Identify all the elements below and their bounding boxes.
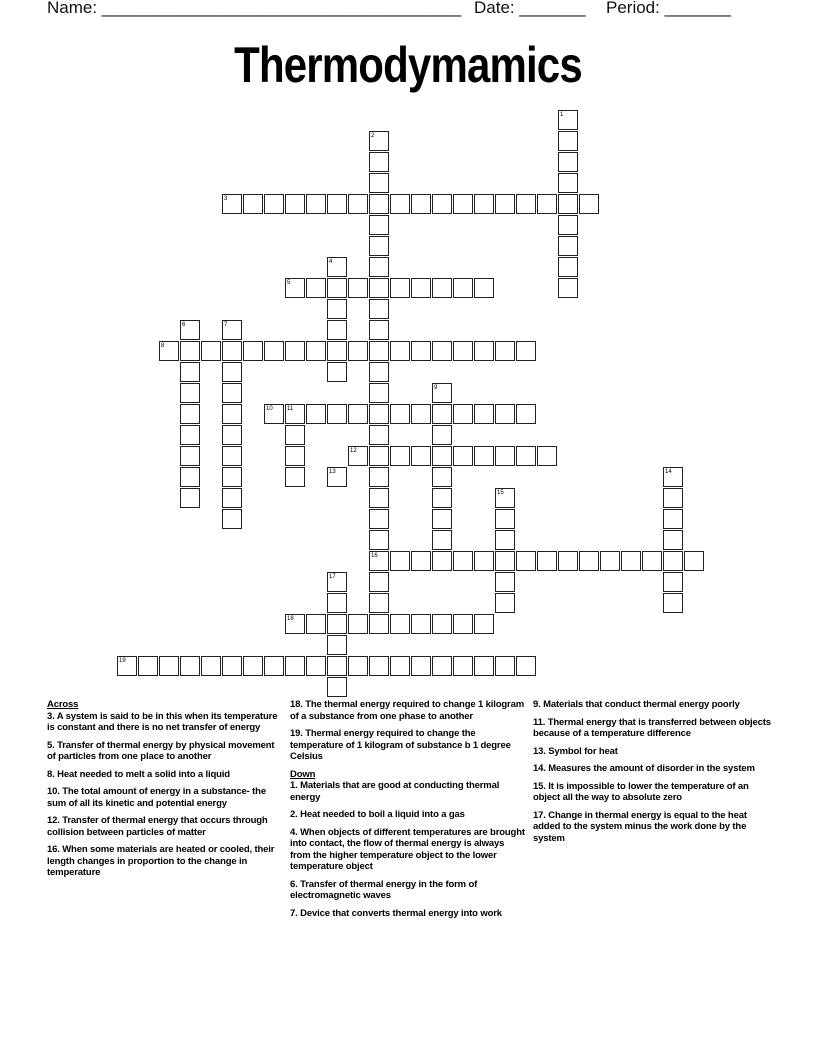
crossword-cell[interactable] (306, 278, 326, 298)
crossword-cell[interactable] (516, 656, 536, 676)
crossword-cell[interactable] (516, 404, 536, 424)
crossword-cell[interactable] (390, 551, 410, 571)
crossword-cell[interactable] (348, 404, 368, 424)
crossword-cell[interactable] (390, 278, 410, 298)
crossword-cell[interactable] (495, 593, 515, 613)
crossword-cell[interactable] (180, 362, 200, 382)
crossword-cell[interactable] (180, 488, 200, 508)
crossword-cell[interactable] (432, 341, 452, 361)
crossword-cell[interactable] (474, 656, 494, 676)
crossword-cell[interactable] (369, 152, 389, 172)
clue-number: 7 (224, 322, 228, 328)
clues-column-1 (47, 699, 279, 885)
crossword-cell[interactable] (432, 404, 452, 424)
crossword-cell[interactable] (474, 278, 494, 298)
crossword-cell[interactable] (495, 656, 515, 676)
crossword-cell[interactable] (369, 236, 389, 256)
crossword-cell[interactable] (327, 194, 347, 214)
crossword-cell[interactable] (579, 194, 599, 214)
crossword-cell[interactable] (663, 593, 683, 613)
crossword-cell[interactable] (369, 509, 389, 529)
crossword-cell[interactable] (411, 614, 431, 634)
crossword-cell[interactable] (453, 194, 473, 214)
clue-down-2: 2. Heat needed to boil a liquid into a gas (290, 809, 465, 820)
crossword-cell[interactable] (663, 488, 683, 508)
crossword-cell[interactable] (243, 341, 263, 361)
crossword-cell[interactable] (684, 551, 704, 571)
crossword-cell[interactable] (621, 551, 641, 571)
crossword-cell[interactable] (243, 656, 263, 676)
crossword-cell[interactable] (327, 299, 347, 319)
clue-down-17: 17. Change in thermal energy is equal to the heat added to the system minus the work done by the system (533, 809, 747, 844)
clue-across-16: 16. When some materials are heated or cooled, their length changes in proportion to the change in temperature (47, 844, 275, 878)
crossword-cell[interactable] (453, 446, 473, 466)
clue-down-4: 4. When objects of different temperatures are brought into contact, the flow of thermal energy is always from the higher temperature object to the lower temperature object (290, 826, 525, 872)
clue-down-6: 6. Transfer of thermal energy in the form of electromagnetic waves (290, 878, 478, 901)
crossword-cell[interactable] (264, 341, 284, 361)
clue-number: 1 (560, 112, 564, 118)
crossword-cell[interactable] (432, 194, 452, 214)
crossword-cell[interactable] (369, 488, 389, 508)
clue-number: 13 (329, 469, 336, 475)
crossword-cell[interactable] (348, 278, 368, 298)
crossword-cell[interactable] (495, 194, 515, 214)
crossword-cell[interactable] (369, 173, 389, 193)
clue-down-11: 11. Thermal energy that is transferred between objects because of a temperature difference (533, 716, 771, 739)
crossword-cell[interactable] (390, 341, 410, 361)
crossword-cell[interactable] (516, 446, 536, 466)
crossword-cell[interactable] (432, 656, 452, 676)
crossword-cell[interactable] (327, 278, 347, 298)
crossword-cell[interactable] (390, 614, 410, 634)
crossword-cell[interactable] (474, 614, 494, 634)
crossword-cell[interactable] (558, 236, 578, 256)
crossword-cell[interactable] (516, 341, 536, 361)
crossword-cell[interactable] (432, 530, 452, 550)
clue-down-1: 1. Materials that are good at conducting thermal energy (290, 780, 500, 803)
crossword-cell[interactable] (432, 509, 452, 529)
crossword-cell[interactable] (222, 383, 242, 403)
crossword-cell[interactable] (369, 320, 389, 340)
crossword-cell[interactable] (222, 341, 242, 361)
clue-across-8: 8. Heat needed to melt a solid into a liquid (47, 768, 230, 780)
clue-across-10: 10. The total amount of energy in a substance- the sum of all its kinetic and potential energy (47, 786, 266, 809)
crossword-cell[interactable] (327, 677, 347, 697)
clue-across-18: 18. The thermal energy required to change 1 kilogram of a substance from one phase to another (290, 699, 524, 722)
crossword-cell[interactable] (390, 404, 410, 424)
crossword-cell[interactable] (201, 656, 221, 676)
crossword-cell[interactable] (369, 446, 389, 466)
crossword-cell[interactable] (285, 425, 305, 445)
clue-number: 18 (287, 616, 294, 622)
crossword-cell[interactable] (285, 341, 305, 361)
crossword-cell[interactable] (390, 656, 410, 676)
crossword-cell[interactable] (453, 278, 473, 298)
crossword-cell[interactable] (642, 551, 662, 571)
clue-down-13: 13. Symbol for heat (533, 745, 618, 757)
clue-number: 3 (224, 196, 228, 202)
crossword-cell[interactable] (411, 194, 431, 214)
crossword-cell[interactable] (558, 215, 578, 235)
crossword-cell[interactable] (180, 425, 200, 445)
crossword-cell[interactable] (243, 194, 263, 214)
crossword-cell[interactable] (348, 656, 368, 676)
clues-column-2 (290, 699, 525, 925)
crossword-cell[interactable] (369, 530, 389, 550)
crossword-cell[interactable] (411, 551, 431, 571)
crossword-cell[interactable] (453, 614, 473, 634)
date-field[interactable]: Date: _______ (474, 0, 586, 17)
crossword-cell[interactable] (180, 404, 200, 424)
clue-across-5: 5. Transfer of thermal energy by physical movement of particles from one place to another (47, 739, 275, 762)
clue-across-12: 12. Transfer of thermal energy that occurs through collision between particles of matter (47, 815, 268, 838)
crossword-cell[interactable] (432, 467, 452, 487)
crossword-cell[interactable] (369, 215, 389, 235)
crossword-cell[interactable] (327, 320, 347, 340)
crossword-cell[interactable] (663, 509, 683, 529)
crossword-cell[interactable] (558, 173, 578, 193)
crossword-cell[interactable] (180, 341, 200, 361)
crossword-cell[interactable] (369, 278, 389, 298)
puzzle-title: Thermodymamics (234, 37, 582, 93)
crossword-cell[interactable] (369, 383, 389, 403)
crossword-cell[interactable] (495, 572, 515, 592)
clue-number: 2 (371, 133, 375, 139)
crossword-cell[interactable] (285, 446, 305, 466)
crossword-cell[interactable] (327, 635, 347, 655)
crossword-cell[interactable] (180, 446, 200, 466)
clue-number: 9 (434, 385, 438, 391)
clue-number: 16 (371, 553, 378, 559)
crossword-cell[interactable] (285, 467, 305, 487)
clue-number: 5 (287, 280, 291, 286)
crossword-cell[interactable] (327, 362, 347, 382)
down-heading: Down (290, 768, 316, 780)
crossword-cell[interactable] (663, 530, 683, 550)
crossword-cell[interactable] (180, 467, 200, 487)
crossword-cell[interactable] (369, 194, 389, 214)
crossword-cell[interactable] (369, 257, 389, 277)
crossword-cell[interactable] (558, 257, 578, 277)
crossword-cell[interactable] (411, 656, 431, 676)
crossword-cell[interactable] (558, 131, 578, 151)
crossword-cell[interactable] (537, 446, 557, 466)
crossword-cell[interactable] (474, 446, 494, 466)
crossword-cell[interactable] (432, 425, 452, 445)
crossword-cell[interactable] (348, 194, 368, 214)
crossword-cell[interactable] (285, 194, 305, 214)
crossword-cell[interactable] (306, 656, 326, 676)
clue-down-9: 9. Materials that conduct thermal energy poorly (533, 699, 740, 710)
crossword-cell[interactable] (306, 341, 326, 361)
crossword-cell[interactable] (495, 530, 515, 550)
crossword-cell[interactable] (348, 341, 368, 361)
crossword-cell[interactable] (222, 656, 242, 676)
crossword-cell[interactable] (474, 551, 494, 571)
crossword-cell[interactable] (495, 446, 515, 466)
crossword-cell[interactable] (453, 551, 473, 571)
clue-down-14: 14. Measures the amount of disorder in the system (533, 763, 755, 774)
clue-down-15: 15. It is impossible to lower the temperature of an object all the way to absolute zero (533, 780, 749, 803)
crossword-cell[interactable] (558, 194, 578, 214)
crossword-cell[interactable] (180, 383, 200, 403)
crossword-cell[interactable] (474, 194, 494, 214)
crossword-cell[interactable] (411, 446, 431, 466)
crossword-cell[interactable] (285, 656, 305, 676)
crossword-cell[interactable] (516, 194, 536, 214)
clue-across-3: 3. A system is said to be in this when its temperature is constant and there is no net transfer of energy (47, 710, 278, 733)
crossword-cell[interactable] (453, 656, 473, 676)
clues-column-3 (533, 699, 773, 850)
crossword-cell[interactable] (138, 656, 158, 676)
crossword-cell[interactable] (474, 404, 494, 424)
crossword-cell[interactable] (495, 551, 515, 571)
crossword-cell[interactable] (306, 614, 326, 634)
crossword-cell[interactable] (369, 299, 389, 319)
clue-down-7: 7. Device that converts thermal energy into work (290, 907, 502, 919)
crossword-cell[interactable] (474, 341, 494, 361)
crossword-cell[interactable] (201, 341, 221, 361)
crossword-cell[interactable] (264, 656, 284, 676)
crossword-cell[interactable] (558, 278, 578, 298)
crossword-cell[interactable] (369, 614, 389, 634)
crossword-cell[interactable] (222, 404, 242, 424)
crossword-cell[interactable] (222, 488, 242, 508)
crossword-cell[interactable] (558, 551, 578, 571)
crossword-cell[interactable] (495, 341, 515, 361)
crossword-cell[interactable] (453, 341, 473, 361)
crossword-cell[interactable] (369, 656, 389, 676)
crossword-cell[interactable] (600, 551, 620, 571)
crossword-cell[interactable] (390, 446, 410, 466)
crossword-cell[interactable] (390, 194, 410, 214)
crossword-cell[interactable] (411, 404, 431, 424)
crossword-cell[interactable] (369, 572, 389, 592)
crossword-cell[interactable] (516, 551, 536, 571)
crossword-cell[interactable] (222, 446, 242, 466)
crossword-cell[interactable] (327, 614, 347, 634)
crossword-cell[interactable] (495, 404, 515, 424)
crossword-cell[interactable] (369, 341, 389, 361)
clue-number: 8 (161, 343, 165, 349)
crossword-cell[interactable] (369, 404, 389, 424)
clue-number: 12 (350, 448, 357, 454)
clue-number: 11 (287, 406, 294, 412)
crossword-cell[interactable] (495, 509, 515, 529)
crossword-cell[interactable] (306, 404, 326, 424)
crossword-cell[interactable] (222, 509, 242, 529)
across-heading: Across (47, 699, 79, 710)
crossword-cell[interactable] (222, 467, 242, 487)
crossword-cell[interactable] (537, 551, 557, 571)
crossword-cell[interactable] (453, 404, 473, 424)
crossword-cell[interactable] (432, 614, 452, 634)
crossword-cell[interactable] (558, 152, 578, 172)
crossword-cell[interactable] (411, 278, 431, 298)
crossword-cell[interactable] (432, 278, 452, 298)
crossword-cell[interactable] (432, 446, 452, 466)
crossword-cell[interactable] (432, 488, 452, 508)
crossword-cell[interactable] (222, 362, 242, 382)
clue-number: 17 (329, 574, 336, 580)
crossword-cell[interactable] (264, 194, 284, 214)
clue-number: 19 (119, 658, 126, 664)
crossword-cell[interactable] (537, 194, 557, 214)
name-field[interactable]: Name: ______________________________________ (47, 0, 462, 17)
clue-number: 15 (497, 490, 504, 496)
crossword-cell[interactable] (411, 341, 431, 361)
clue-number: 14 (665, 469, 672, 475)
crossword-cell[interactable] (369, 362, 389, 382)
crossword-cell[interactable] (369, 467, 389, 487)
crossword-cell[interactable] (369, 425, 389, 445)
crossword-cell[interactable] (369, 593, 389, 613)
crossword-cell[interactable] (306, 194, 326, 214)
crossword-cell[interactable] (348, 614, 368, 634)
clue-number: 4 (329, 259, 333, 265)
period-field[interactable]: Period: _______ (606, 0, 731, 17)
clue-number: 10 (266, 406, 273, 412)
crossword-cell[interactable] (327, 341, 347, 361)
crossword-cell[interactable] (327, 404, 347, 424)
crossword-cell[interactable] (663, 572, 683, 592)
crossword-cell[interactable] (327, 656, 347, 676)
crossword-cell[interactable] (222, 425, 242, 445)
crossword-cell[interactable] (663, 551, 683, 571)
crossword-cell[interactable] (327, 593, 347, 613)
crossword-cell[interactable] (159, 656, 179, 676)
crossword-cell[interactable] (180, 656, 200, 676)
clue-number: 6 (182, 322, 186, 328)
crossword-cell[interactable] (432, 551, 452, 571)
crossword-cell[interactable] (579, 551, 599, 571)
clue-across-19: 19. Thermal energy required to change the temperature of 1 kilogram of substance b 1 degree Celsius (290, 728, 511, 762)
